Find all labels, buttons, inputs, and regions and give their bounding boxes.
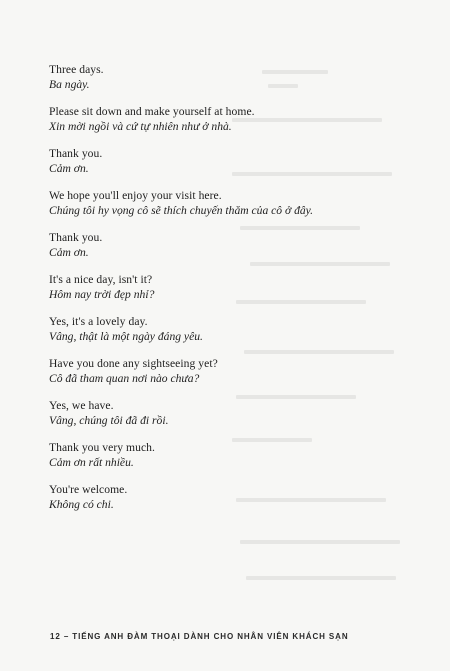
vietnamese-line: Hôm nay trời đẹp nhỉ? — [49, 288, 155, 301]
dialogue-pair — [49, 440, 409, 470]
dialogue-pair — [49, 62, 409, 92]
english-line: It's a nice day, isn't it? — [49, 273, 153, 286]
show-through-mark — [246, 576, 396, 580]
vietnamese-line: Cảm ơn. — [49, 246, 89, 259]
english-line: Thank you. — [49, 231, 103, 244]
vietnamese-line: Ba ngày. — [49, 78, 90, 91]
english-line: Thank you very much. — [49, 441, 155, 454]
dialogue-pair — [49, 314, 409, 344]
english-line: Yes, it's a lovely day. — [49, 315, 148, 328]
dialogue-block — [49, 62, 409, 524]
english-line: Yes, we have. — [49, 399, 114, 412]
vietnamese-line: Cô đã tham quan nơi nào chưa? — [49, 372, 200, 385]
vietnamese-line: Vâng, thật là một ngày đáng yêu. — [49, 330, 203, 343]
dialogue-pair — [49, 398, 409, 428]
dialogue-pair — [49, 482, 409, 512]
vietnamese-line: Cảm ơn. — [49, 162, 89, 175]
vietnamese-line: Không có chi. — [49, 498, 114, 511]
english-line: Have you done any sightseeing yet? — [49, 357, 218, 370]
vietnamese-line: Xin mời ngồi và cứ tự nhiên như ở nhà. — [49, 120, 232, 133]
english-line: Thank you. — [49, 147, 103, 160]
show-through-mark — [240, 540, 400, 544]
english-line: Three days. — [49, 63, 104, 76]
english-line: We hope you'll enjoy your visit here. — [49, 189, 222, 202]
dialogue-pair — [49, 272, 409, 302]
vietnamese-line: Vâng, chúng tôi đã đi rồi. — [49, 414, 169, 427]
dialogue-pair — [49, 188, 409, 218]
dialogue-pair — [49, 230, 409, 260]
vietnamese-line: Cảm ơn rất nhiều. — [49, 456, 134, 469]
dialogue-pair — [49, 146, 409, 176]
english-line: Please sit down and make yourself at home. — [49, 105, 255, 118]
page-footer: 12 – TIẾNG ANH ĐÀM THOẠI DÀNH CHO NHÂN VIÊN KHÁCH SẠN — [50, 632, 349, 641]
dialogue-pair — [49, 356, 409, 386]
english-line: You're welcome. — [49, 483, 128, 496]
dialogue-pair — [49, 104, 409, 134]
vietnamese-line: Chúng tôi hy vọng cô sẽ thích chuyến thăm của cô ở đây. — [49, 204, 314, 217]
